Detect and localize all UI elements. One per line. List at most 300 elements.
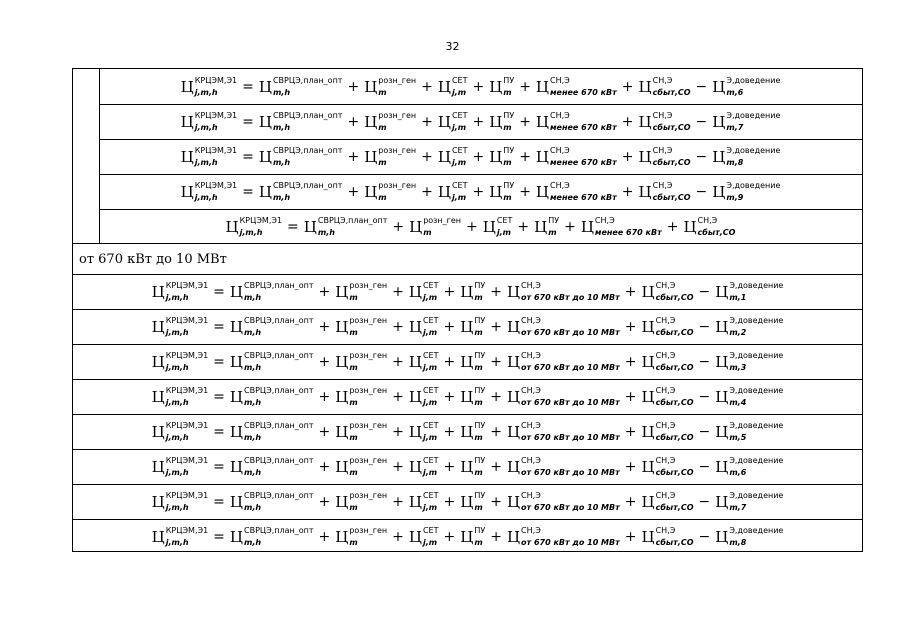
- table-row: [73, 519, 862, 554]
- subscript: m: [548, 227, 557, 237]
- subscript: j,m: [422, 398, 438, 407]
- operator: +: [624, 494, 637, 510]
- term-set: [409, 388, 439, 406]
- superscript: СВРЦЭ,план_опт: [244, 526, 314, 535]
- tariff-symbol: Ц: [437, 148, 451, 166]
- subscript: j,m,h: [165, 398, 189, 407]
- operator: +: [466, 218, 478, 235]
- tariff-symbol: Ц: [715, 353, 729, 371]
- tariff-symbol: Ц: [641, 528, 655, 546]
- term-sbyt: [639, 113, 691, 131]
- operator: +: [318, 424, 331, 440]
- subscript: сбыт,СО: [655, 328, 694, 337]
- superscript: ПУ: [503, 75, 515, 85]
- operator: +: [443, 319, 456, 335]
- superscript: ПУ: [474, 386, 486, 395]
- tariff-symbol: Ц: [641, 283, 655, 301]
- formula: [181, 183, 781, 201]
- superscript: розн_ген: [349, 456, 388, 465]
- subscript: j,m: [422, 328, 438, 337]
- subscript: сбыт,СО: [655, 538, 694, 547]
- subscript: m: [503, 87, 512, 97]
- tariff-symbol: Ц: [335, 493, 349, 511]
- tariff-symbol: Ц: [580, 217, 594, 236]
- superscript: Э,доведение: [729, 491, 784, 500]
- operator: +: [472, 149, 485, 165]
- subscript: m,h: [244, 398, 262, 407]
- subscript: m: [423, 227, 432, 237]
- subscript: m,h: [244, 503, 262, 512]
- superscript: КРЦЭМ,Э1: [165, 351, 209, 360]
- term-svrtse: [259, 183, 343, 201]
- tariff-symbol: Ц: [437, 77, 451, 96]
- superscript: СВРЦЭ,план_опт: [272, 146, 343, 155]
- superscript: СЕТ: [422, 351, 439, 360]
- formula-lhs: [152, 388, 209, 406]
- term-svrtse: [230, 458, 314, 476]
- superscript: Э,доведение: [729, 281, 784, 290]
- operator: +: [621, 149, 634, 165]
- term-svrtse: [258, 75, 343, 97]
- term-svrtse: [230, 528, 314, 546]
- tariff-symbol: Ц: [335, 528, 349, 546]
- term-set: [438, 183, 468, 201]
- operator: +: [392, 218, 405, 235]
- tariff-symbol: Ц: [506, 318, 521, 336]
- tariff-symbol: Ц: [534, 217, 548, 236]
- superscript: ПУ: [503, 181, 515, 190]
- operator: +: [443, 459, 456, 475]
- term-sn: [507, 283, 620, 301]
- superscript: ПУ: [474, 316, 486, 325]
- operator: −: [695, 149, 708, 165]
- term-pu: [460, 318, 485, 336]
- term-set: [409, 458, 439, 476]
- operator: +: [443, 529, 456, 545]
- subscript: j,m: [451, 193, 467, 202]
- superscript: розн_ген: [349, 316, 388, 325]
- tariff-symbol: Ц: [506, 353, 521, 371]
- superscript: СН,Э: [550, 181, 570, 190]
- superscript: СЕТ: [422, 421, 439, 430]
- superscript: СН,Э: [697, 215, 718, 225]
- tariff-symbol: Ц: [408, 388, 422, 406]
- term-set: [409, 423, 439, 441]
- tariff-symbol: Ц: [408, 318, 422, 336]
- tariff-symbol: Ц: [408, 528, 422, 546]
- term-sbyt: [642, 353, 694, 371]
- tariff-symbol: Ц: [715, 283, 729, 301]
- superscript: СН,Э: [550, 146, 570, 155]
- subscript: менее 670 кВт: [594, 227, 662, 237]
- subscript: m: [474, 503, 483, 512]
- subscript: от 670 кВт до 10 МВт: [521, 363, 620, 372]
- operator: +: [318, 494, 331, 510]
- subscript: менее 670 кВт: [550, 87, 617, 97]
- term-svrtse: [230, 353, 314, 371]
- tariff-symbol: Ц: [229, 283, 243, 301]
- superscript: СН,Э: [655, 351, 676, 360]
- operator: +: [472, 184, 485, 200]
- tariff-symbol: Ц: [460, 493, 474, 511]
- term-dovedenie: [712, 75, 781, 97]
- section-heading: от 670 кВт до 10 МВт: [73, 243, 862, 274]
- operator: +: [472, 114, 485, 130]
- subscript: m: [349, 363, 358, 372]
- subscript: j,m,h: [194, 123, 218, 132]
- superscript: СН,Э: [652, 181, 673, 190]
- tariff-symbol: Ц: [506, 388, 521, 406]
- term-svrtse: [259, 148, 343, 166]
- table-row: [73, 449, 862, 484]
- tariff-symbol: Ц: [460, 528, 474, 546]
- operator: +: [347, 114, 360, 130]
- term-sbyt: [639, 148, 691, 166]
- superscript: СЕТ: [451, 181, 468, 190]
- tariff-symbol: Ц: [364, 77, 378, 96]
- superscript: СВРЦЭ,план_опт: [244, 456, 314, 465]
- subscript: m: [503, 123, 512, 132]
- superscript: ПУ: [474, 491, 486, 500]
- superscript: розн_ген: [349, 351, 388, 360]
- superscript: СН,Э: [594, 215, 615, 225]
- table-row: [73, 379, 862, 414]
- subscript: j,m: [451, 123, 467, 132]
- operator: +: [624, 459, 637, 475]
- tariff-symbol: Ц: [460, 318, 474, 336]
- operator: =: [213, 284, 225, 300]
- subscript: сбыт,СО: [652, 123, 691, 132]
- superscript: КРЦЭМ,Э1: [194, 111, 238, 120]
- operator: =: [242, 149, 254, 165]
- tariff-symbol: Ц: [506, 528, 521, 546]
- subscript: m,1: [729, 293, 747, 302]
- tariff-symbol: Ц: [303, 217, 317, 236]
- term-sn: [507, 458, 620, 476]
- subscript: j,m: [496, 227, 511, 237]
- operator: +: [421, 149, 433, 165]
- term-dovedenie: [715, 528, 783, 546]
- superscript: ПУ: [503, 111, 515, 120]
- operator: +: [490, 494, 502, 510]
- superscript: розн_ген: [378, 181, 417, 190]
- superscript: Э,доведение: [726, 146, 781, 155]
- subscript: m,h: [244, 538, 262, 547]
- superscript: СВРЦЭ,план_опт: [272, 181, 343, 190]
- tariff-symbol: Ц: [151, 423, 165, 441]
- operator: =: [213, 494, 225, 510]
- term-pu: [460, 283, 485, 301]
- superscript: СВРЦЭ,план_опт: [244, 316, 314, 325]
- operator: +: [347, 149, 360, 165]
- tariff-symbol: Ц: [258, 148, 272, 166]
- term-sn: [536, 183, 617, 201]
- operator: −: [698, 529, 711, 545]
- subscript: m: [474, 363, 483, 372]
- superscript: СН,Э: [655, 421, 676, 430]
- operator: −: [698, 319, 711, 335]
- tariff-symbol: Ц: [335, 283, 349, 301]
- table-row: [99, 174, 862, 209]
- subscript: m,3: [729, 363, 747, 372]
- operator: −: [695, 78, 708, 95]
- subscript: m: [474, 293, 483, 302]
- subscript: сбыт,СО: [655, 468, 694, 477]
- subscript: m: [349, 293, 358, 302]
- tariff-symbol: Ц: [258, 77, 272, 96]
- term-rozn-gen: [335, 318, 387, 336]
- subscript: m: [349, 328, 358, 337]
- operator: +: [624, 354, 637, 370]
- tariff-symbol: Ц: [489, 148, 503, 166]
- operator: −: [695, 184, 708, 200]
- subscript: m,8: [726, 158, 744, 167]
- superscript: СН,Э: [550, 111, 570, 120]
- operator: +: [624, 389, 637, 405]
- tariff-symbol: Ц: [715, 388, 729, 406]
- subscript: m: [349, 468, 358, 477]
- superscript: СН,Э: [655, 281, 676, 290]
- tariff-symbol: Ц: [180, 113, 194, 131]
- tariff-symbol: Ц: [712, 77, 726, 96]
- term-svrtse: [230, 493, 314, 511]
- term-pu: [460, 423, 485, 441]
- subscript: m: [378, 123, 387, 132]
- operator: +: [421, 114, 433, 130]
- operator: +: [392, 354, 404, 370]
- term-sn: [507, 528, 620, 546]
- superscript: СН,Э: [655, 491, 676, 500]
- formula-lhs: [152, 353, 209, 371]
- superscript: СН,Э: [521, 421, 541, 430]
- tariff-symbol: Ц: [641, 388, 655, 406]
- table-row: [99, 139, 862, 174]
- superscript: Э,доведение: [726, 181, 781, 190]
- term-set: [409, 353, 439, 371]
- term-rozn-gen: [364, 75, 417, 97]
- superscript: СВРЦЭ,план_опт: [244, 491, 314, 500]
- subscript: m: [503, 193, 512, 202]
- tariff-symbol: Ц: [638, 148, 652, 166]
- subscript: сбыт,СО: [655, 293, 694, 302]
- superscript: Э,доведение: [729, 421, 784, 430]
- subscript: j,m: [422, 538, 438, 547]
- tariff-symbol: Ц: [460, 423, 474, 441]
- subscript: m,h: [244, 363, 262, 372]
- superscript: КРЦЭМ,Э1: [165, 456, 209, 465]
- term-dovedenie: [715, 458, 783, 476]
- tariff-symbol: Ц: [364, 183, 378, 201]
- operator: −: [698, 354, 711, 370]
- operator: −: [698, 389, 711, 405]
- operator: −: [698, 424, 711, 440]
- operator: =: [213, 319, 225, 335]
- formula: [152, 318, 784, 336]
- formula: [152, 388, 784, 406]
- superscript: СН,Э: [652, 75, 673, 85]
- superscript: СН,Э: [521, 316, 541, 325]
- operator: +: [421, 184, 433, 200]
- subscript: m: [349, 398, 358, 407]
- term-rozn-gen: [335, 493, 387, 511]
- operator: +: [519, 149, 531, 165]
- subscript: j,m,h: [165, 433, 189, 442]
- subscript: m,4: [729, 398, 747, 407]
- operator: =: [213, 529, 225, 545]
- subscript: сбыт,СО: [652, 87, 691, 97]
- term-dovedenie: [715, 493, 783, 511]
- subscript: m,7: [729, 503, 747, 512]
- subscript: m,h: [244, 433, 262, 442]
- subscript: m,6: [726, 87, 744, 97]
- tariff-symbol: Ц: [715, 318, 729, 336]
- operator: +: [392, 319, 404, 335]
- tariff-symbol: Ц: [460, 283, 474, 301]
- tariff-symbol: Ц: [683, 217, 697, 236]
- operator: +: [621, 114, 634, 130]
- term-pu: [460, 458, 485, 476]
- tariff-symbol: Ц: [335, 353, 349, 371]
- term-svrtse: [230, 388, 314, 406]
- subscript: m: [378, 158, 387, 167]
- tariff-symbol: Ц: [258, 183, 272, 201]
- tariff-symbol: Ц: [460, 353, 474, 371]
- subscript: m,6: [729, 468, 747, 477]
- subscript: m,h: [272, 158, 291, 167]
- formula-table: [72, 68, 863, 552]
- term-set: [409, 528, 439, 546]
- term-sbyt: [642, 528, 694, 546]
- subscript: j,m,h: [165, 538, 189, 547]
- superscript: розн_ген: [378, 111, 417, 120]
- tariff-symbol: Ц: [535, 183, 550, 201]
- table-row: [99, 104, 862, 139]
- tariff-symbol: Ц: [489, 77, 503, 96]
- superscript: ПУ: [503, 146, 515, 155]
- term-sn: [507, 318, 620, 336]
- operator: +: [519, 114, 531, 130]
- subscript: j,m: [422, 433, 438, 442]
- subscript: от 670 кВт до 10 МВт: [521, 503, 620, 512]
- formula: [225, 215, 736, 237]
- superscript: КРЦЭМ,Э1: [194, 75, 238, 85]
- superscript: Э,доведение: [729, 351, 784, 360]
- formula: [152, 528, 784, 546]
- subscript: m,8: [729, 538, 747, 547]
- superscript: СН,Э: [655, 456, 676, 465]
- tariff-symbol: Ц: [715, 528, 729, 546]
- superscript: СН,Э: [521, 526, 541, 535]
- term-dovedenie: [715, 388, 783, 406]
- tariff-symbol: Ц: [641, 458, 655, 476]
- operator: +: [621, 78, 634, 95]
- operator: =: [287, 218, 299, 235]
- formula-lhs: [152, 423, 209, 441]
- tariff-symbol: Ц: [715, 458, 729, 476]
- term-sn: [535, 75, 617, 97]
- term-sbyt: [642, 283, 694, 301]
- subscript: m,h: [317, 227, 335, 237]
- tariff-symbol: Ц: [638, 77, 652, 96]
- superscript: СЕТ: [451, 75, 468, 85]
- formula-lhs: [152, 493, 209, 511]
- tariff-symbol: Ц: [641, 423, 655, 441]
- operator: +: [443, 494, 456, 510]
- formula-lhs: [181, 148, 238, 166]
- tariff-symbol: Ц: [151, 283, 165, 301]
- formula: [180, 75, 781, 97]
- tariff-symbol: Ц: [460, 388, 474, 406]
- subscript: менее 670 кВт: [550, 158, 617, 167]
- subscript: сбыт,СО: [652, 193, 691, 202]
- tariff-symbol: Ц: [335, 423, 349, 441]
- formula-lhs: [181, 183, 238, 201]
- tariff-symbol: Ц: [638, 113, 652, 131]
- tariff-symbol: Ц: [712, 113, 726, 131]
- operator: +: [621, 184, 634, 200]
- formula-lhs: [225, 215, 283, 237]
- subscript: j,m: [451, 87, 467, 97]
- term-sn: [507, 388, 620, 406]
- tariff-symbol: Ц: [641, 493, 655, 511]
- subscript: j,m,h: [165, 468, 189, 477]
- table-row: [73, 484, 862, 519]
- subscript: от 670 кВт до 10 МВт: [521, 468, 620, 477]
- operator: +: [392, 459, 404, 475]
- term-sn: [536, 148, 617, 166]
- operator: +: [392, 284, 404, 300]
- table-row: [99, 209, 862, 243]
- operator: +: [490, 319, 502, 335]
- tariff-symbol: Ц: [151, 493, 165, 511]
- term-svrtse: [259, 113, 343, 131]
- superscript: СВРЦЭ,план_опт: [244, 351, 314, 360]
- tariff-symbol: Ц: [535, 148, 550, 166]
- term-rozn-gen: [335, 423, 387, 441]
- superscript: розн_ген: [349, 526, 388, 535]
- term-rozn-gen: [364, 148, 416, 166]
- subscript: m: [474, 433, 483, 442]
- tariff-symbol: Ц: [641, 353, 655, 371]
- superscript: СН,Э: [521, 456, 541, 465]
- superscript: СЕТ: [422, 281, 439, 290]
- operator: +: [443, 389, 456, 405]
- superscript: розн_ген: [378, 75, 417, 85]
- superscript: СЕТ: [451, 146, 468, 155]
- superscript: ПУ: [474, 421, 486, 430]
- tariff-symbol: Ц: [482, 217, 496, 236]
- operator: +: [421, 78, 433, 95]
- superscript: СЕТ: [422, 386, 439, 395]
- superscript: розн_ген: [349, 281, 388, 290]
- operator: +: [318, 284, 331, 300]
- subscript: m,h: [272, 123, 291, 132]
- term-set: [409, 493, 439, 511]
- term-sbyt: [642, 318, 694, 336]
- operator: +: [443, 424, 456, 440]
- term-sbyt: [642, 388, 694, 406]
- operator: +: [347, 78, 360, 95]
- subscript: j,m: [422, 293, 438, 302]
- operator: +: [490, 459, 502, 475]
- tariff-symbol: Ц: [151, 458, 165, 476]
- subscript: m: [474, 398, 483, 407]
- term-rozn-gen: [335, 458, 387, 476]
- term-svrtse: [303, 215, 388, 237]
- subscript: от 670 кВт до 10 МВт: [521, 293, 620, 302]
- tariff-symbol: Ц: [408, 493, 422, 511]
- term-dovedenie: [715, 423, 783, 441]
